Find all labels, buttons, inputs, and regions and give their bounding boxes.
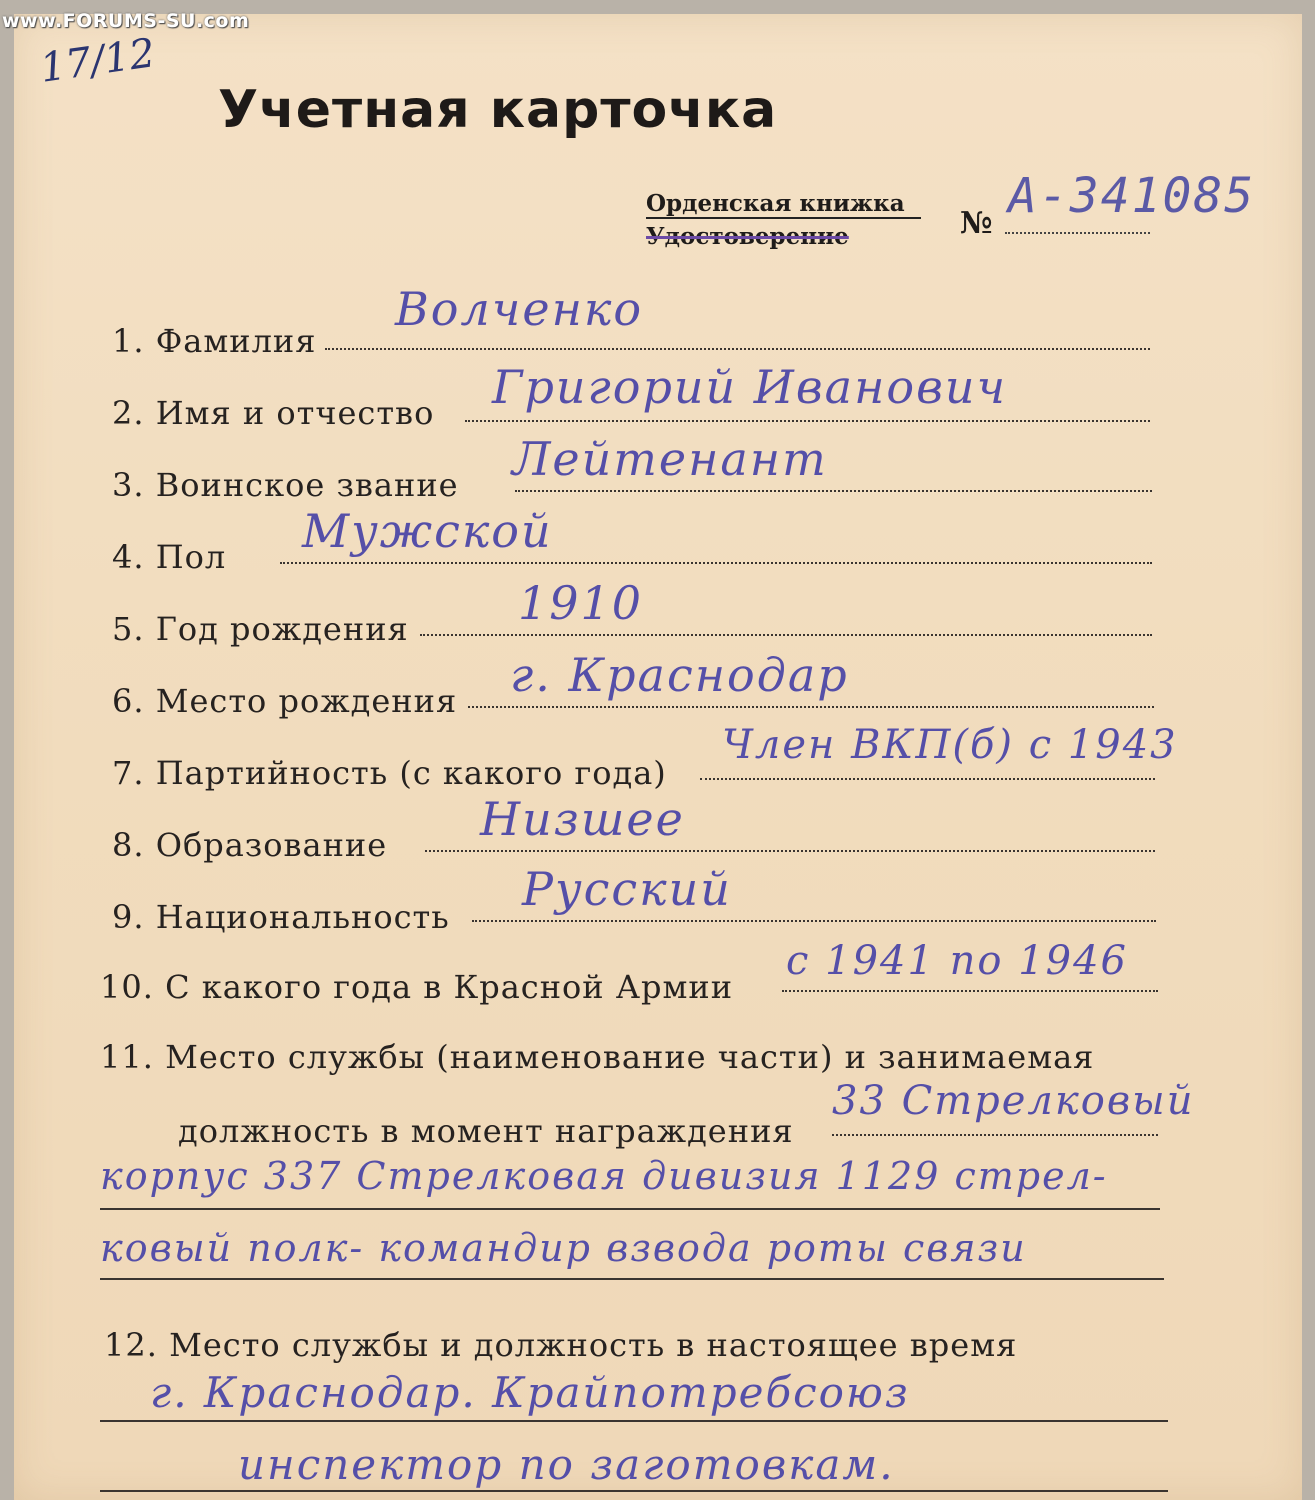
field-6-label: 6. Место рождения	[112, 682, 458, 720]
field-4-line	[280, 562, 1152, 564]
field-11-line2	[100, 1208, 1160, 1210]
field-2-value: Григорий Иванович	[492, 360, 1008, 414]
watermark: www.FORUMS-SU.com	[2, 10, 250, 32]
field-4-label: 4. Пол	[112, 538, 227, 576]
corner-handwritten-note: 17/12	[37, 30, 158, 92]
field-5-value: 1910	[518, 576, 644, 630]
field-11-value-line1: 33 Стрелковый	[832, 1078, 1195, 1124]
field-4-value: Мужской	[302, 504, 553, 558]
field-8-line	[425, 850, 1155, 852]
field-5-line	[420, 634, 1152, 636]
field-8-value: Низшее	[480, 792, 685, 846]
field-11-line3	[100, 1278, 1164, 1280]
field-6-line	[468, 706, 1154, 708]
field-7-value: Член ВКП(б) с 1943	[722, 722, 1178, 768]
field-3-value: Лейтенант	[512, 432, 828, 486]
field-1-label: 1. Фамилия	[112, 322, 317, 360]
field-11-label-line2: должность в момент награждения	[178, 1112, 794, 1150]
number-value: А-341085	[1008, 168, 1256, 224]
field-12-value-line2: инспектор по заготовкам.	[238, 1440, 895, 1489]
field-11-value-line2: корпус 337 Стрелковая дивизия 1129 стрел-	[100, 1154, 1108, 1198]
field-11-value-line3: ковый полк- командир взвода роты связи	[100, 1226, 1027, 1270]
field-7-label: 7. Партийность (с какого года)	[112, 754, 667, 792]
doc-type-certificate-struck: Удостоверение	[646, 223, 849, 250]
field-2-label: 2. Имя и отчество	[112, 394, 435, 432]
number-underline	[1005, 232, 1150, 234]
field-9-line	[472, 920, 1156, 922]
field-1-value: Волченко	[395, 282, 644, 336]
field-7-line	[700, 778, 1155, 780]
field-9-label: 9. Национальность	[112, 898, 450, 936]
field-12-line1	[100, 1420, 1168, 1422]
field-12-value-line1: г. Краснодар. Крайпотребсоюз	[150, 1368, 910, 1417]
field-3-label: 3. Воинское звание	[112, 466, 459, 504]
field-11-label-line1: 11. Место службы (наименование части) и занимаемая	[100, 1038, 1095, 1076]
document-type-block	[646, 190, 921, 250]
field-9-value: Русский	[522, 862, 732, 916]
field-10-label: 10. С какого года в Красной Армии	[100, 968, 734, 1006]
field-12-line2	[100, 1490, 1168, 1492]
field-10-line	[782, 990, 1158, 992]
field-1-line	[325, 348, 1150, 350]
field-11-line1	[832, 1134, 1158, 1136]
field-5-label: 5. Год рождения	[112, 610, 409, 648]
field-8-label: 8. Образование	[112, 826, 388, 864]
number-label: №	[960, 206, 993, 241]
field-3-line	[515, 490, 1152, 492]
field-10-value: с 1941 по 1946	[786, 938, 1128, 984]
field-2-line	[465, 420, 1150, 422]
field-12-label: 12. Место службы и должность в настоящее время	[104, 1326, 1018, 1364]
field-6-value: г. Краснодар	[510, 648, 849, 702]
document-title: Учетная карточка	[218, 80, 778, 140]
doc-type-order-book: Орденская книжка	[646, 190, 921, 219]
